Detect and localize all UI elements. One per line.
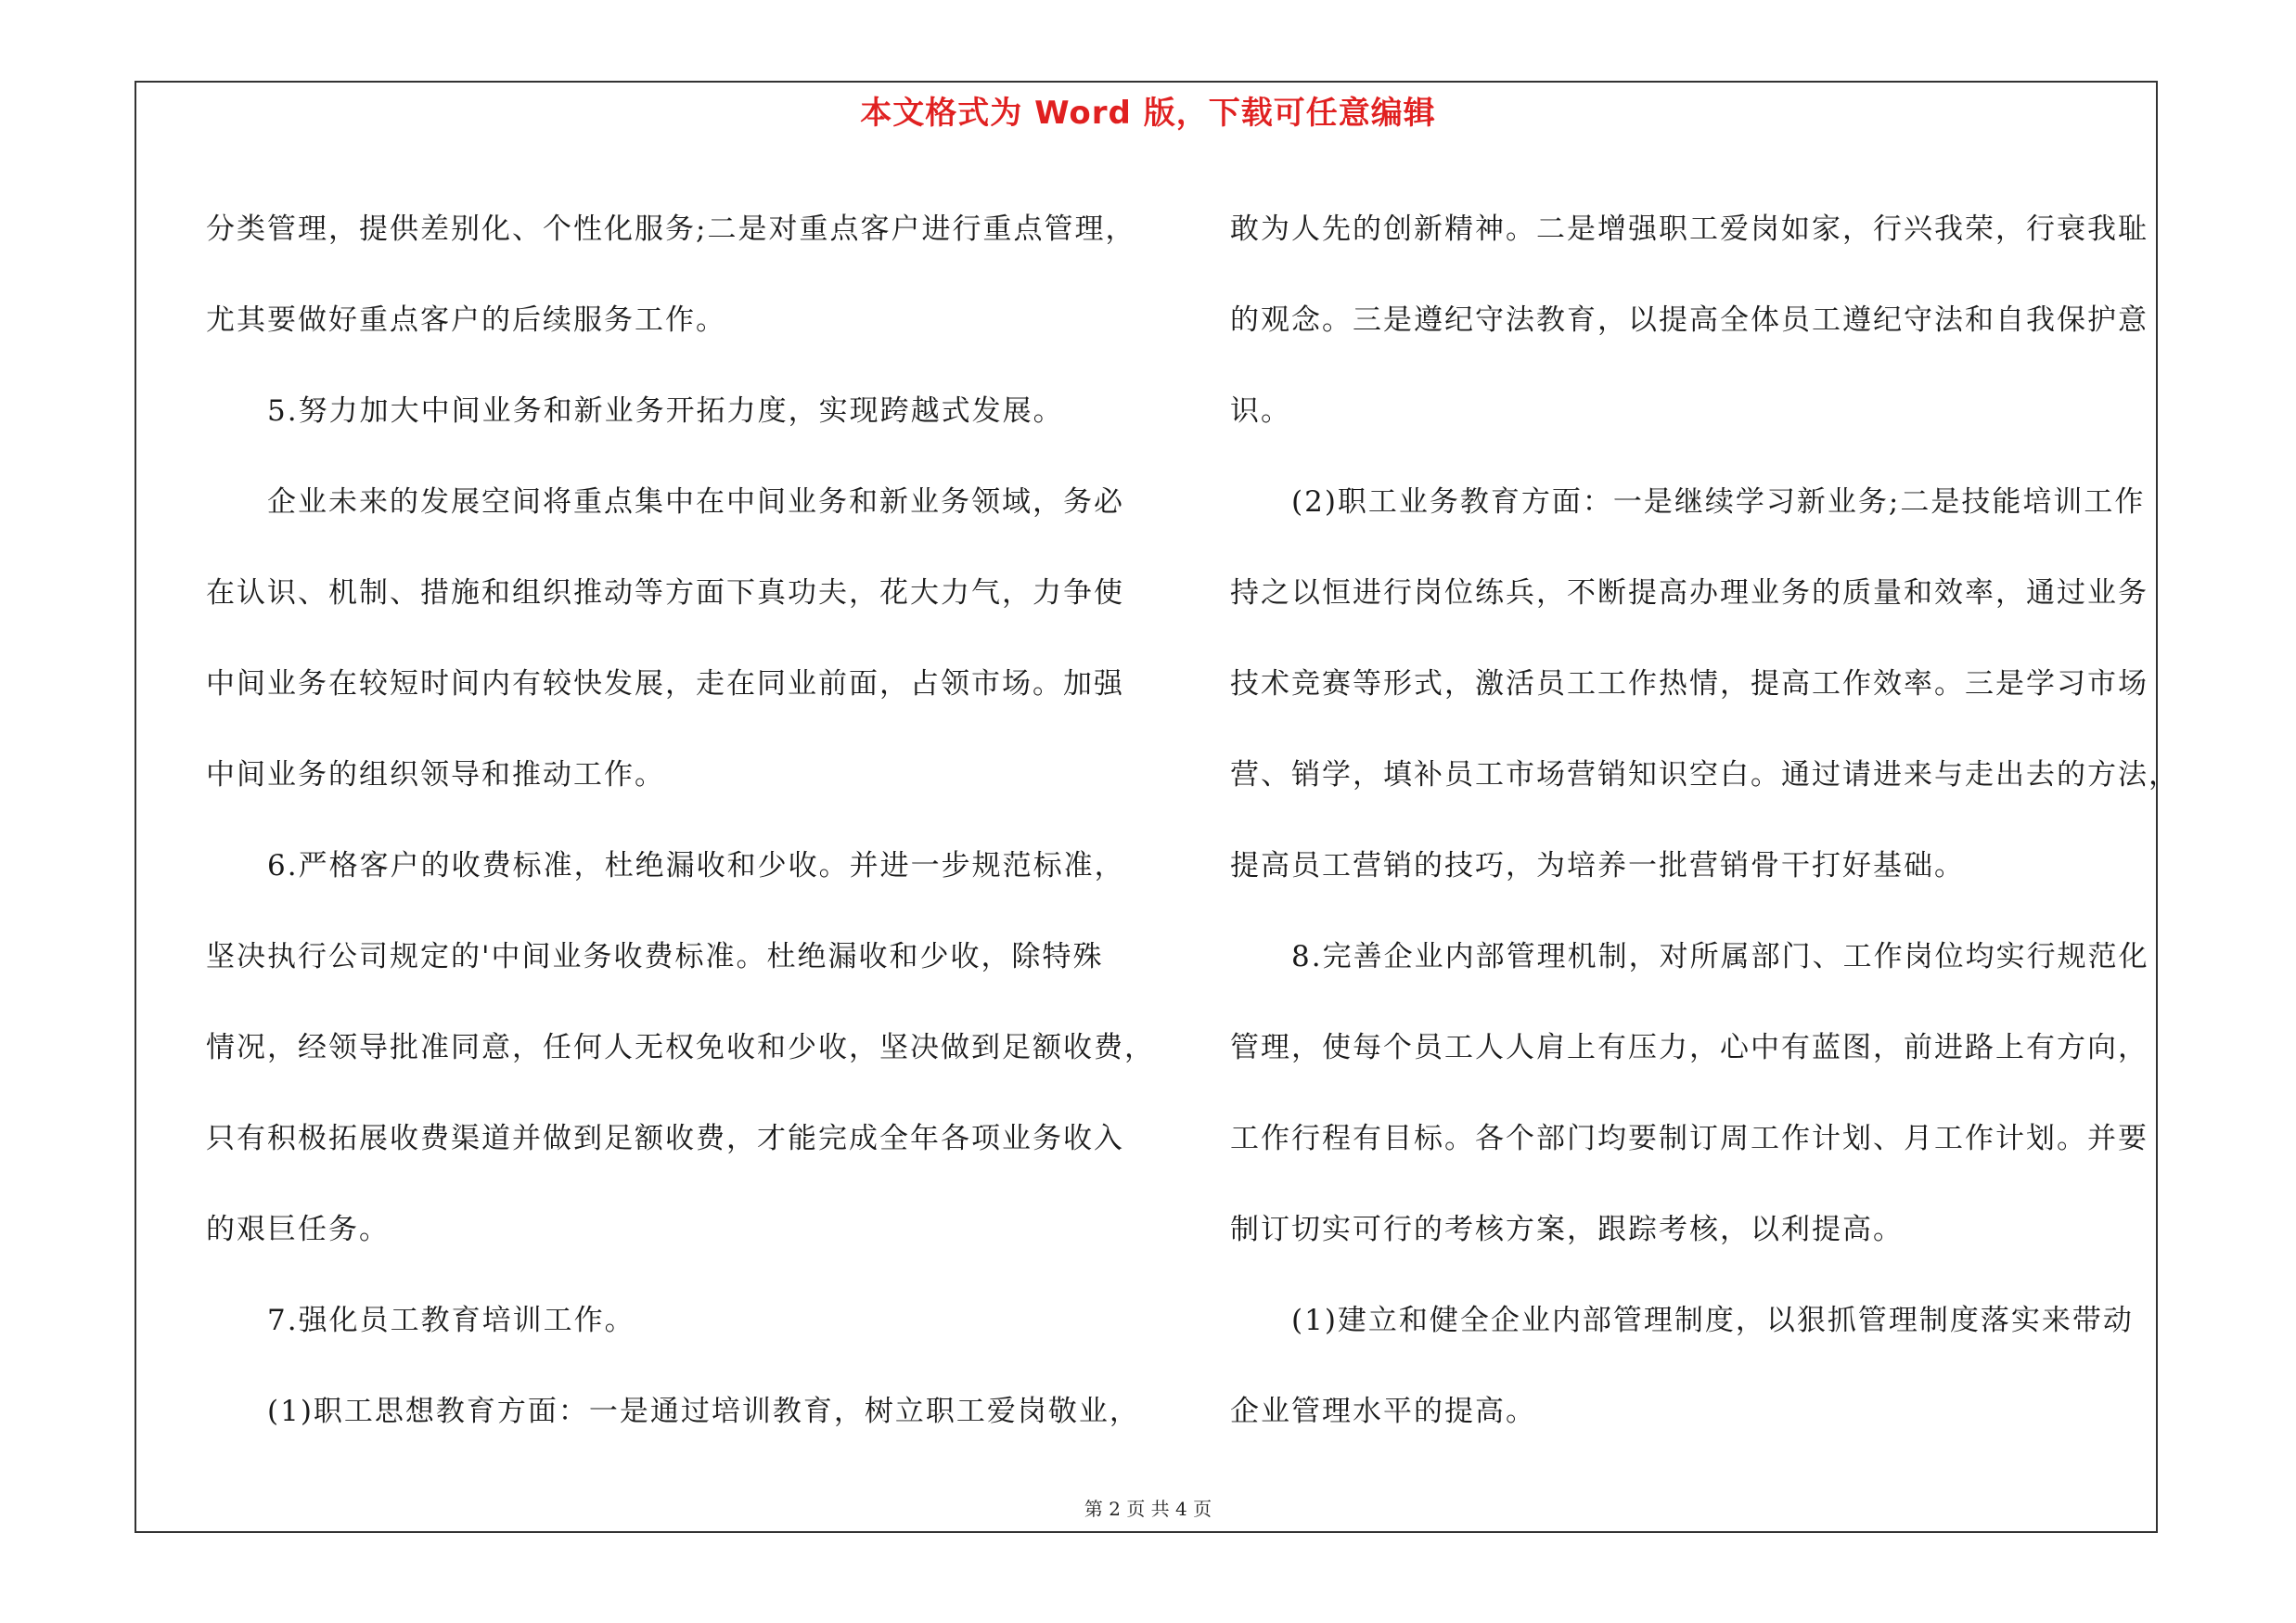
text-line: 情况，经领导批准同意，任何人无权免收和少收，坚决做到足额收费， (206, 1031, 1155, 1064)
text-line: 工作行程有目标。各个部门均要制订周工作计划、月工作计划。并要 (1230, 1122, 2148, 1155)
text-line: (1)职工思想教育方面：一是通过培训教育，树立职工爱岗敬业， (267, 1395, 1140, 1428)
text-line: 中间业务在较短时间内有较快发展，走在同业前面，占领市场。加强 (206, 667, 1124, 701)
text-line: 6.严格客户的收费标准，杜绝漏收和少收。并进一步规范标准， (267, 849, 1125, 882)
text-line: (2)职工业务教育方面：一是继续学习新业务;二是技能培训工作 (1291, 485, 2146, 519)
text-line: 技术竞赛等形式，激活员工工作热情，提高工作效率。三是学习市场 (1230, 667, 2148, 701)
text-line: 营、销学，填补员工市场营销知识空白。通过请进来与走出去的方法， (1230, 758, 2179, 792)
text-line: 7.强化员工教育培训工作。 (267, 1304, 635, 1337)
page-number-footer: 第 2 页 共 4 页 (1084, 1498, 1212, 1520)
text-line: 持之以恒进行岗位练兵，不断提高办理业务的质量和效率，通过业务 (1230, 576, 2148, 610)
right-text-column (1230, 184, 2179, 1457)
left-text-column (206, 184, 1155, 1457)
text-line: 尤其要做好重点客户的后续服务工作。 (206, 303, 726, 337)
text-line: 在认识、机制、措施和组织推动等方面下真功夫，花大力气，力争使 (206, 576, 1124, 610)
text-line: 的观念。三是遵纪守法教育，以提高全体员工遵纪守法和自我保护意 (1230, 303, 2148, 337)
text-line: 8.完善企业内部管理机制，对所属部门、工作岗位均实行规范化 (1291, 940, 2149, 973)
text-line: 企业管理水平的提高。 (1230, 1395, 1536, 1428)
text-line: 只有积极拓展收费渠道并做到足额收费，才能完成全年各项业务收入 (206, 1122, 1124, 1155)
text-line: 管理，使每个员工人人肩上有压力，心中有蓝图，前进路上有方向， (1230, 1031, 2148, 1064)
text-line: 敢为人先的创新精神。二是增强职工爱岗如家，行兴我荣，行衰我耻 (1230, 213, 2148, 246)
text-line: 提高员工营销的技巧，为培养一批营销骨干打好基础。 (1230, 849, 1965, 882)
text-line: 识。 (1230, 394, 1291, 428)
text-line: (1)建立和健全企业内部管理制度，以狠抓管理制度落实来带动 (1291, 1304, 2134, 1337)
text-line: 的艰巨任务。 (206, 1213, 390, 1246)
text-line: 坚决执行公司规定的'中间业务收费标准。杜绝漏收和少收，除特殊 (206, 940, 1104, 973)
text-line: 5.努力加大中间业务和新业务开拓力度，实现跨越式发展。 (267, 394, 1064, 428)
text-line: 企业未来的发展空间将重点集中在中间业务和新业务领域，务必 (267, 485, 1124, 519)
text-line: 制订切实可行的考核方案，跟踪考核，以利提高。 (1230, 1213, 1904, 1246)
format-banner: 本文格式为 Word 版，下载可任意编辑 (860, 95, 1436, 132)
text-line: 分类管理，提供差别化、个性化服务;二是对重点客户进行重点管理， (206, 213, 1136, 246)
text-line: 中间业务的组织领导和推动工作。 (206, 758, 665, 792)
